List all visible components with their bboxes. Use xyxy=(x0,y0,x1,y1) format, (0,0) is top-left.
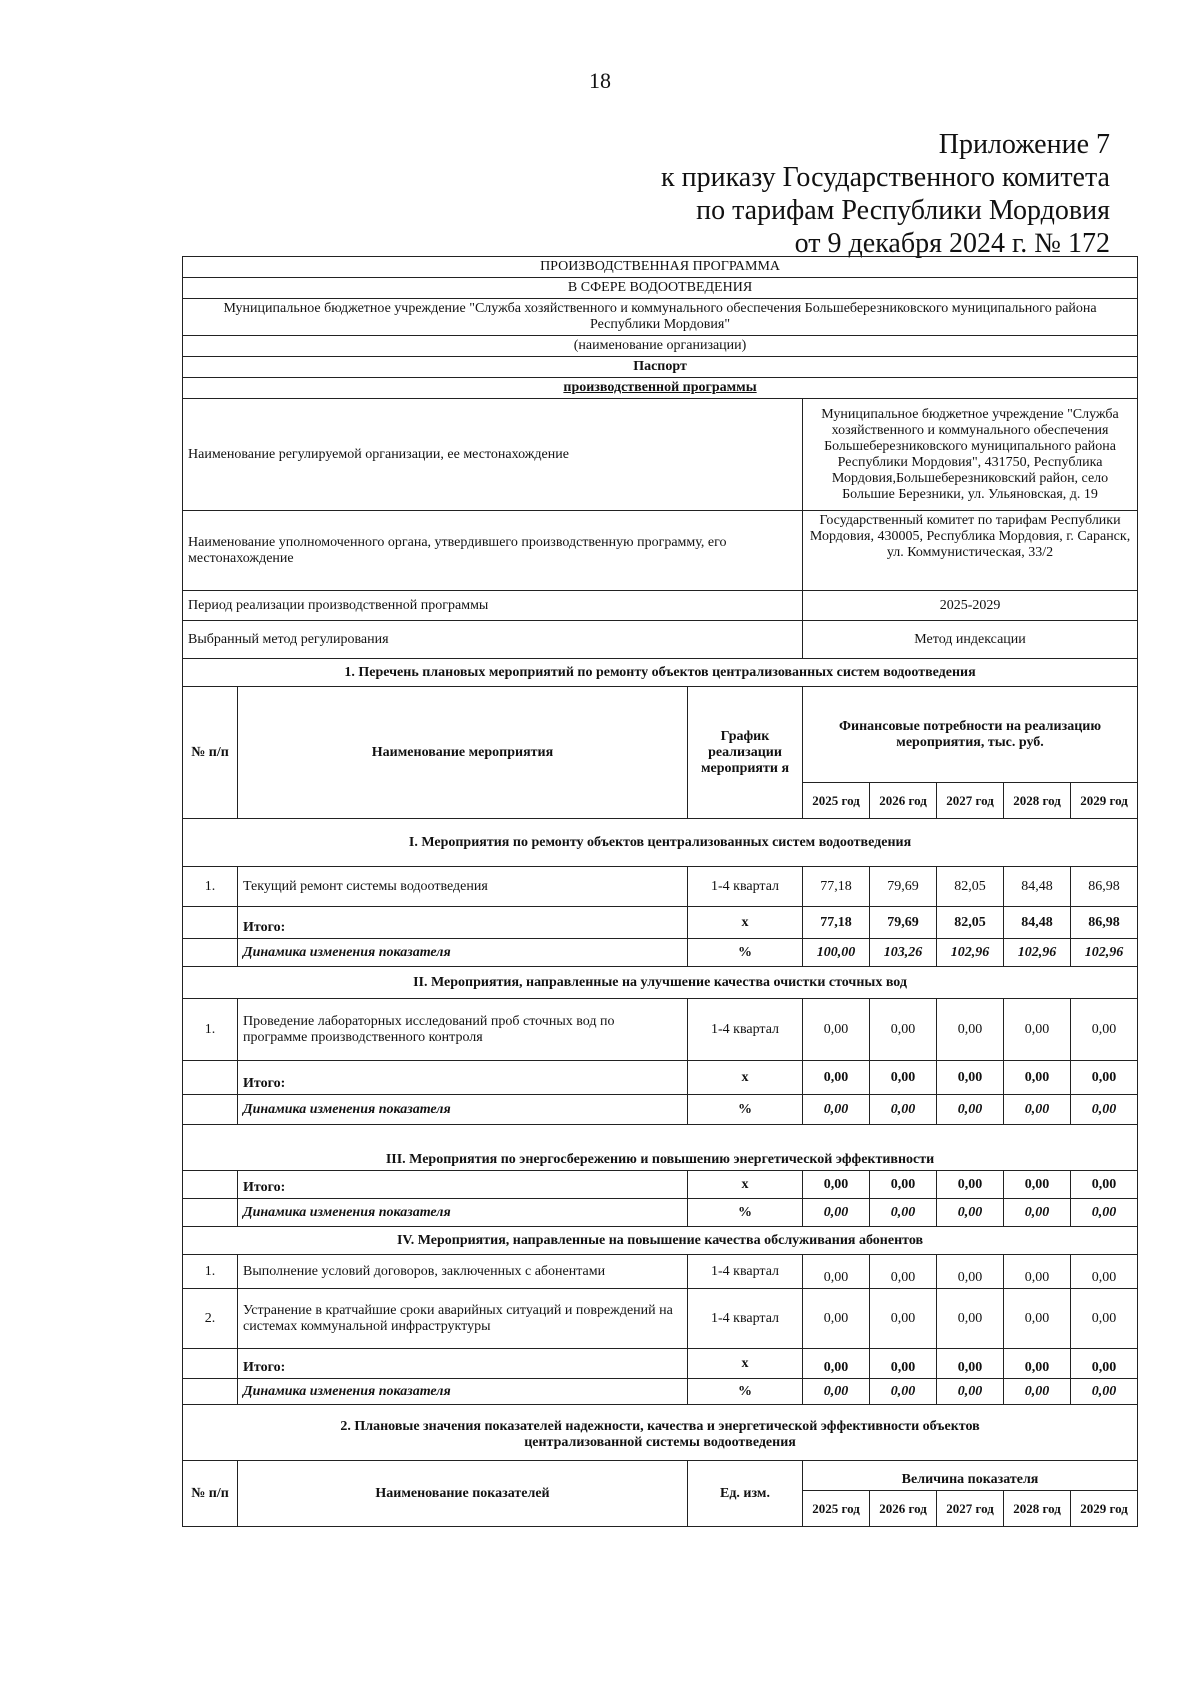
dynamics-value: 102,96 xyxy=(1004,939,1071,967)
total-label: Итого: xyxy=(238,907,688,939)
total-value: 0,00 xyxy=(803,1349,870,1379)
row-schedule: 1-4 квартал xyxy=(688,1289,803,1349)
total-value: 0,00 xyxy=(1071,1349,1138,1379)
row-value: 0,00 xyxy=(937,1289,1004,1349)
col-name-header: Наименование мероприятия xyxy=(238,687,688,819)
dynamics-unit: % xyxy=(688,1379,803,1405)
total-value: 0,00 xyxy=(870,1061,937,1095)
dynamics-value: 0,00 xyxy=(1004,1379,1071,1405)
total-value: 82,05 xyxy=(937,907,1004,939)
total-value: 86,98 xyxy=(1071,907,1138,939)
dynamics-value: 0,00 xyxy=(803,1095,870,1125)
group4-title: IV. Мероприятия, направленные на повышение качества обслуживания абонентов xyxy=(183,1227,1138,1255)
dynamics-value: 0,00 xyxy=(870,1199,937,1227)
total-value: 0,00 xyxy=(1004,1061,1071,1095)
row-name: Текущий ремонт системы водоотведения xyxy=(238,867,688,907)
group3-title: III. Мероприятия по энергосбережению и повышению энергетической эффективности xyxy=(183,1125,1138,1171)
passport-title: Паспорт xyxy=(183,357,1138,378)
col-num-header: № п/п xyxy=(183,1461,238,1527)
dynamics-value: 0,00 xyxy=(937,1095,1004,1125)
row-schedule: 1-4 квартал xyxy=(688,867,803,907)
total-value: 0,00 xyxy=(1004,1349,1071,1379)
dynamics-value: 0,00 xyxy=(1004,1095,1071,1125)
row-num: 2. xyxy=(183,1289,238,1349)
dynamics-label: Динамика изменения показателя xyxy=(238,1095,688,1125)
total-unit: х xyxy=(688,1061,803,1095)
method-label: Выбранный метод регулирования xyxy=(183,621,803,659)
dynamics-value: 102,96 xyxy=(1071,939,1138,967)
empty-cell xyxy=(183,1199,238,1227)
dynamics-label: Динамика изменения показателя xyxy=(238,939,688,967)
production-program-table xyxy=(182,256,1138,1527)
total-unit: х xyxy=(688,907,803,939)
row-num: 1. xyxy=(183,999,238,1061)
empty-cell xyxy=(183,1379,238,1405)
total-value: 0,00 xyxy=(937,1349,1004,1379)
total-unit: х xyxy=(688,1349,803,1379)
col-unit-header: Ед. изм. xyxy=(688,1461,803,1527)
dynamics-value: 0,00 xyxy=(1004,1199,1071,1227)
row-value: 0,00 xyxy=(1004,999,1071,1061)
row-name: Устранение в кратчайшие сроки аварийных ситуаций и повреждений на системах коммунальной инфраструктуры xyxy=(238,1289,688,1349)
dynamics-value: 0,00 xyxy=(937,1379,1004,1405)
dynamics-value: 0,00 xyxy=(1071,1379,1138,1405)
row-num: 1. xyxy=(183,867,238,907)
total-value: 77,18 xyxy=(803,907,870,939)
row-value: 0,00 xyxy=(870,1255,937,1289)
dynamics-value: 0,00 xyxy=(803,1379,870,1405)
total-value: 0,00 xyxy=(803,1171,870,1199)
dynamics-value: 0,00 xyxy=(803,1199,870,1227)
total-label: Итого: xyxy=(238,1171,688,1199)
col-num-header: № п/п xyxy=(183,687,238,819)
total-label: Итого: xyxy=(238,1061,688,1095)
total-value: 0,00 xyxy=(870,1349,937,1379)
year-header: 2025 год xyxy=(803,1491,870,1527)
dynamics-value: 0,00 xyxy=(937,1199,1004,1227)
row-value: 0,00 xyxy=(870,999,937,1061)
row-value: 0,00 xyxy=(1071,1255,1138,1289)
row-schedule: 1-4 квартал xyxy=(688,999,803,1061)
row-schedule: 1-4 квартал xyxy=(688,1255,803,1289)
empty-cell xyxy=(183,907,238,939)
organization-name: Муниципальное бюджетное учреждение "Служба хозяйственного и коммунального обеспечения Большеберезниковского муниципального района Республики Мордовия" xyxy=(183,299,1138,336)
dynamics-value: 0,00 xyxy=(1071,1199,1138,1227)
total-value: 0,00 xyxy=(937,1061,1004,1095)
group1-title: I. Мероприятия по ремонту объектов централизованных систем водоотведения xyxy=(183,819,1138,867)
dynamics-value: 100,00 xyxy=(803,939,870,967)
row-value: 0,00 xyxy=(1004,1289,1071,1349)
total-label: Итого: xyxy=(238,1349,688,1379)
empty-cell xyxy=(183,1095,238,1125)
empty-cell xyxy=(183,939,238,967)
row-num: 1. xyxy=(183,1255,238,1289)
empty-cell xyxy=(183,1061,238,1095)
dynamics-label: Динамика изменения показателя xyxy=(238,1199,688,1227)
total-value: 0,00 xyxy=(937,1171,1004,1199)
page-number: 18 xyxy=(589,68,611,93)
empty-cell xyxy=(183,1349,238,1379)
dynamics-unit: % xyxy=(688,1095,803,1125)
row-value: 82,05 xyxy=(937,867,1004,907)
year-header: 2028 год xyxy=(1004,1491,1071,1527)
appendix-line: Приложение 7 xyxy=(938,129,1110,160)
col-indicator-header: Наименование показателей xyxy=(238,1461,688,1527)
row-value: 0,00 xyxy=(803,1289,870,1349)
program-title: ПРОИЗВОДСТВЕННАЯ ПРОГРАММА xyxy=(183,257,1138,278)
row-name: Проведение лабораторных исследований проб сточных вод по программе производственного контроля xyxy=(238,999,688,1061)
authority-value: Государственный комитет по тарифам Республики Мордовия, 430005, Республика Мордовия, г. Саранск, ул. Коммунистическая, 33/2 xyxy=(803,511,1138,591)
section2-title: 2. Плановые значения показателей надежности, качества и энергетической эффективности объектов централизованной системы водоотведения xyxy=(183,1405,1138,1461)
dynamics-value: 103,26 xyxy=(870,939,937,967)
authority-label: Наименование уполномоченного органа, утвердившего производственную программу, его местонахождение xyxy=(183,511,803,591)
section1-title: 1. Перечень плановых мероприятий по ремонту объектов централизованных систем водоотведения xyxy=(183,659,1138,687)
program-subtitle: В СФЕРЕ ВОДООТВЕДЕНИЯ xyxy=(183,278,1138,299)
total-value: 79,69 xyxy=(870,907,937,939)
dynamics-value: 0,00 xyxy=(870,1379,937,1405)
row-value: 0,00 xyxy=(803,1255,870,1289)
group2-title: II. Мероприятия, направленные на улучшение качества очистки сточных вод xyxy=(183,967,1138,999)
row-value: 0,00 xyxy=(937,1255,1004,1289)
year-header: 2028 год xyxy=(1004,783,1071,819)
total-unit: х xyxy=(688,1171,803,1199)
year-header: 2027 год xyxy=(937,1491,1004,1527)
row-value: 0,00 xyxy=(937,999,1004,1061)
year-header: 2029 год xyxy=(1071,1491,1138,1527)
row-value: 0,00 xyxy=(870,1289,937,1349)
year-header: 2026 год xyxy=(870,783,937,819)
dynamics-value: 102,96 xyxy=(937,939,1004,967)
period-label: Период реализации производственной программы xyxy=(183,591,803,621)
row-value: 79,69 xyxy=(870,867,937,907)
dynamics-label: Динамика изменения показателя xyxy=(238,1379,688,1405)
total-value: 0,00 xyxy=(803,1061,870,1095)
row-value: 0,00 xyxy=(1071,999,1138,1061)
row-value: 0,00 xyxy=(1071,1289,1138,1349)
col-schedule-header: График реализации мероприяти я xyxy=(688,687,803,819)
total-value: 0,00 xyxy=(1071,1171,1138,1199)
empty-cell xyxy=(183,1171,238,1199)
period-value: 2025-2029 xyxy=(803,591,1138,621)
row-name: Выполнение условий договоров, заключенных с абонентами xyxy=(238,1255,688,1289)
method-value: Метод индексации xyxy=(803,621,1138,659)
total-value: 84,48 xyxy=(1004,907,1071,939)
organization-caption: (наименование организации) xyxy=(183,336,1138,357)
row-value: 77,18 xyxy=(803,867,870,907)
total-value: 0,00 xyxy=(870,1171,937,1199)
dynamics-unit: % xyxy=(688,1199,803,1227)
year-header: 2029 год xyxy=(1071,783,1138,819)
total-value: 0,00 xyxy=(1071,1061,1138,1095)
year-header: 2027 год xyxy=(937,783,1004,819)
year-header: 2026 год xyxy=(870,1491,937,1527)
appendix-line: по тарифам Республики Мордовия xyxy=(696,195,1110,226)
col-finance-header: Финансовые потребности на реализацию мероприятия, тыс. руб. xyxy=(803,687,1138,783)
year-header: 2025 год xyxy=(803,783,870,819)
org-value: Муниципальное бюджетное учреждение "Служба хозяйственного и коммунального обеспечения Большеберезниковского муниципального района Республики Мордовия", 431750, Республика Мордовия,Большеберезниковский район, село Большие Березники, ул. Ульяновская, д. 19 xyxy=(803,399,1138,511)
row-value: 0,00 xyxy=(1004,1255,1071,1289)
row-value: 86,98 xyxy=(1071,867,1138,907)
dynamics-unit: % xyxy=(688,939,803,967)
dynamics-value: 0,00 xyxy=(870,1095,937,1125)
appendix-line: от 9 декабря 2024 г. № 172 xyxy=(794,228,1110,259)
col-value-header: Величина показателя xyxy=(803,1461,1138,1491)
org-label: Наименование регулируемой организации, ее местонахождение xyxy=(183,399,803,511)
row-value: 0,00 xyxy=(803,999,870,1061)
appendix-line: к приказу Государственного комитета xyxy=(661,162,1110,193)
row-value: 84,48 xyxy=(1004,867,1071,907)
passport-subtitle: производственной программы xyxy=(183,378,1138,399)
dynamics-value: 0,00 xyxy=(1071,1095,1138,1125)
total-value: 0,00 xyxy=(1004,1171,1071,1199)
appendix-heading xyxy=(661,128,1110,260)
